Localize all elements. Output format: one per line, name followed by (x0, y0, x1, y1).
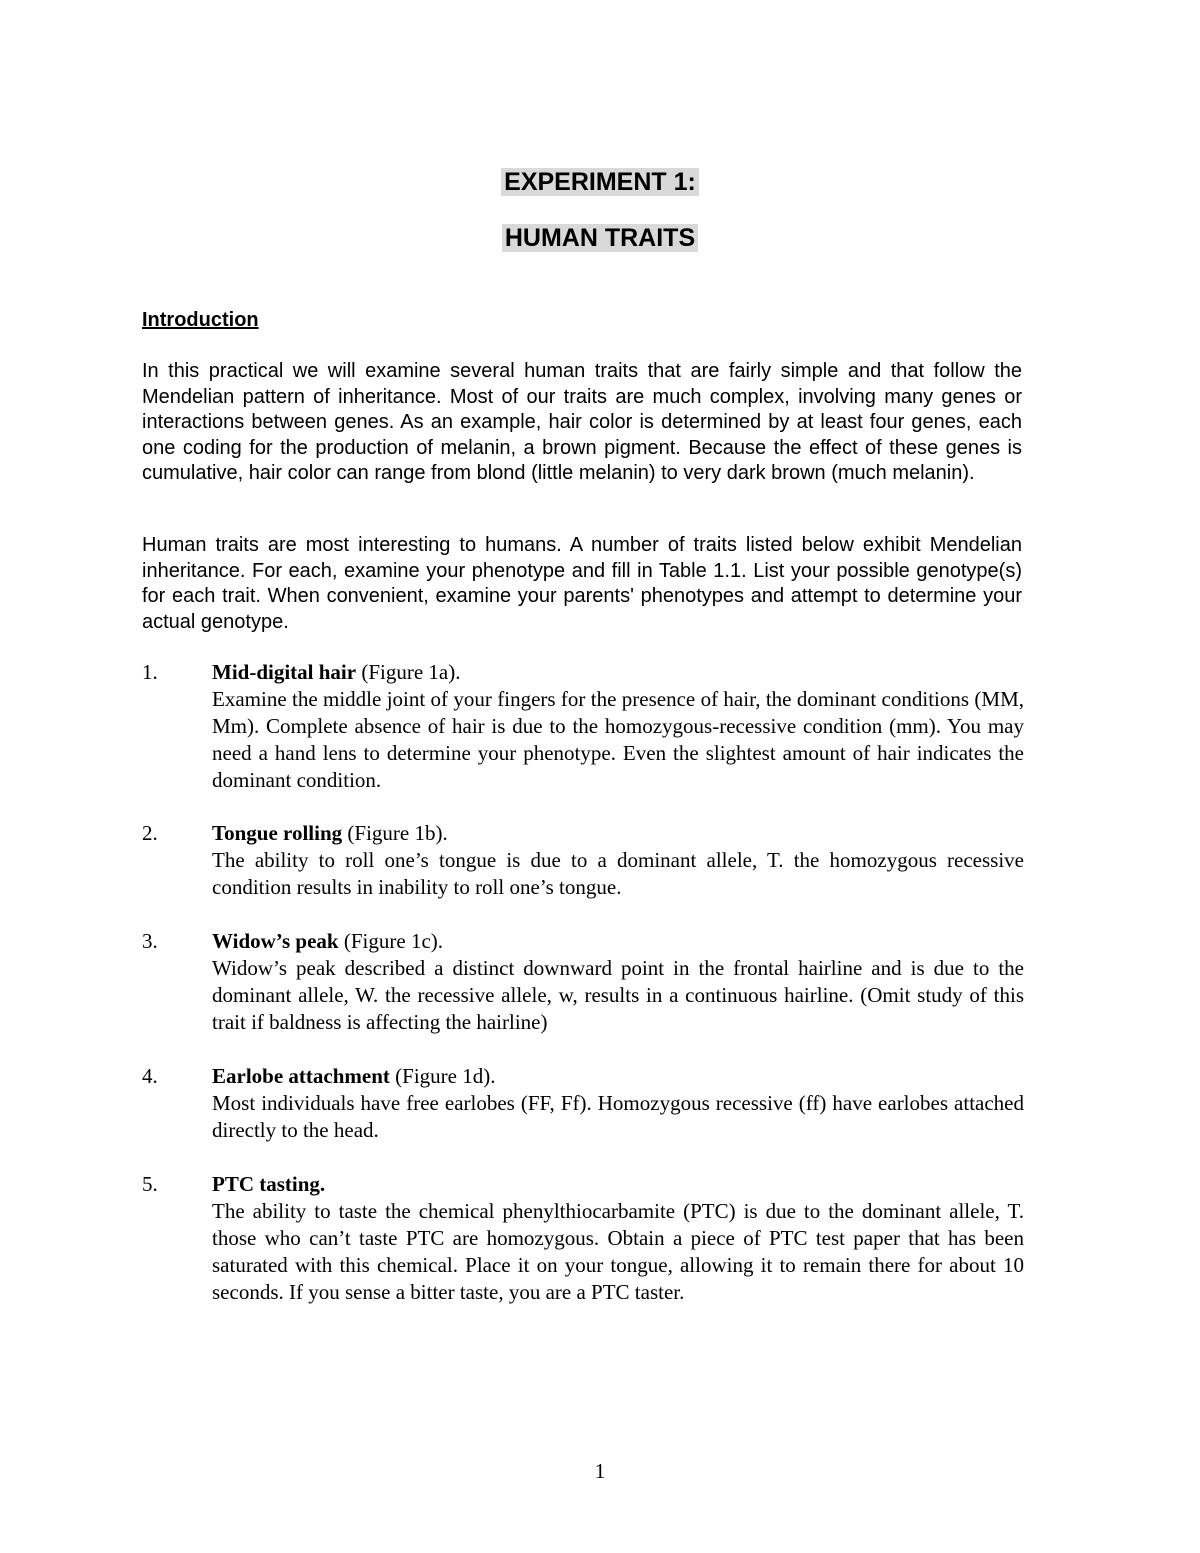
experiment-subtitle (0, 222, 1200, 254)
trait-heading (212, 659, 1024, 686)
page-number: 1 (594, 1459, 606, 1483)
trait-number: 5. (142, 1172, 158, 1196)
trait-heading (212, 928, 1024, 955)
experiment-subtitle-text: HUMAN TRAITS (502, 224, 698, 252)
trait-name: Mid-digital hair (212, 660, 357, 684)
trait-name: Earlobe attachment (212, 1064, 390, 1088)
experiment-title (0, 166, 1200, 198)
trait-description: Most individuals have free earlobes (FF, Ff). Homozygous recessive (ff) have earlobes attached directly to the head. (212, 1091, 1024, 1142)
trait-description: Widow’s peak described a distinct downward point in the frontal hairline and is due to the dominant allele, W. the recessive allele, w, results in a continuous hairline. (Omit study of this trait if baldness is affecting the hairline) (212, 956, 1024, 1034)
trait-description: The ability to taste the chemical phenylthiocarbamite (PTC) is due to the dominant allele, T. those who can’t taste PTC are homozygous. Obtain a piece of PTC test paper that has been saturated with this chemical. Place it on your tongue, allowing it to remain there for about 10 seconds. If you sense a bitter taste, you are a PTC taster. (212, 1199, 1024, 1304)
trait-name: Widow’s peak (212, 929, 339, 953)
trait-number: 2. (142, 821, 158, 845)
intro-paragraph-1: In this practical we will examine several human traits that are fairly simple and that follow the Mendelian pattern of inheritance. Most of our traits are much complex, involving many genes or interactions between genes. As an example, hair color is determined by at least four genes, each one coding for the production of melanin, a brown pigment. Because the effect of these genes is cumulative, hair color can range from blond (little melanin) to very dark brown (much melanin). (142, 360, 1022, 484)
trait-heading (212, 1171, 1024, 1198)
trait-description: The ability to roll one’s tongue is due to a dominant allele, T. the homozygous recessive condition results in inability to roll one’s tongue. (212, 848, 1024, 899)
experiment-title-text: EXPERIMENT 1: (501, 168, 699, 196)
intro-paragraph-2: Human traits are most interesting to humans. A number of traits listed below exhibit Mendelian inheritance. For each, examine your phenotype and fill in Table 1.1. List your possible genotype(s) for each trait. When convenient, examine your parents' phenotypes and attempt to determine your actual genotype. (142, 534, 1022, 633)
trait-figure-ref: (Figure 1b). (342, 821, 448, 845)
trait-number: 3. (142, 929, 158, 953)
trait-item-mid-digital-hair (142, 659, 1024, 794)
trait-figure-ref: (Figure 1d). (389, 1064, 496, 1088)
trait-name: Tongue rolling (212, 821, 343, 845)
trait-figure-ref: (Figure 1a). (356, 660, 461, 684)
trait-item-earlobe-attachment (142, 1063, 1024, 1144)
trait-description: Examine the middle joint of your fingers for the presence of hair, the dominant conditions (MM, Mm). Complete absence of hair is due to the homozygous-recessive condition (mm). You may need a hand lens to determine your phenotype. Even the slightest amount of hair indicates the dominant condition. (212, 687, 1024, 792)
trait-number: 4. (142, 1064, 158, 1088)
trait-item-tongue-rolling (142, 820, 1024, 901)
introduction-heading: Introduction (142, 309, 259, 331)
trait-heading (212, 1063, 1024, 1090)
trait-figure-ref: (Figure 1c). (338, 929, 444, 953)
trait-name: PTC tasting. (212, 1172, 326, 1196)
trait-item-widows-peak (142, 928, 1024, 1036)
trait-heading (212, 820, 1024, 847)
trait-number: 1. (142, 660, 158, 684)
trait-item-ptc-tasting (142, 1171, 1024, 1306)
